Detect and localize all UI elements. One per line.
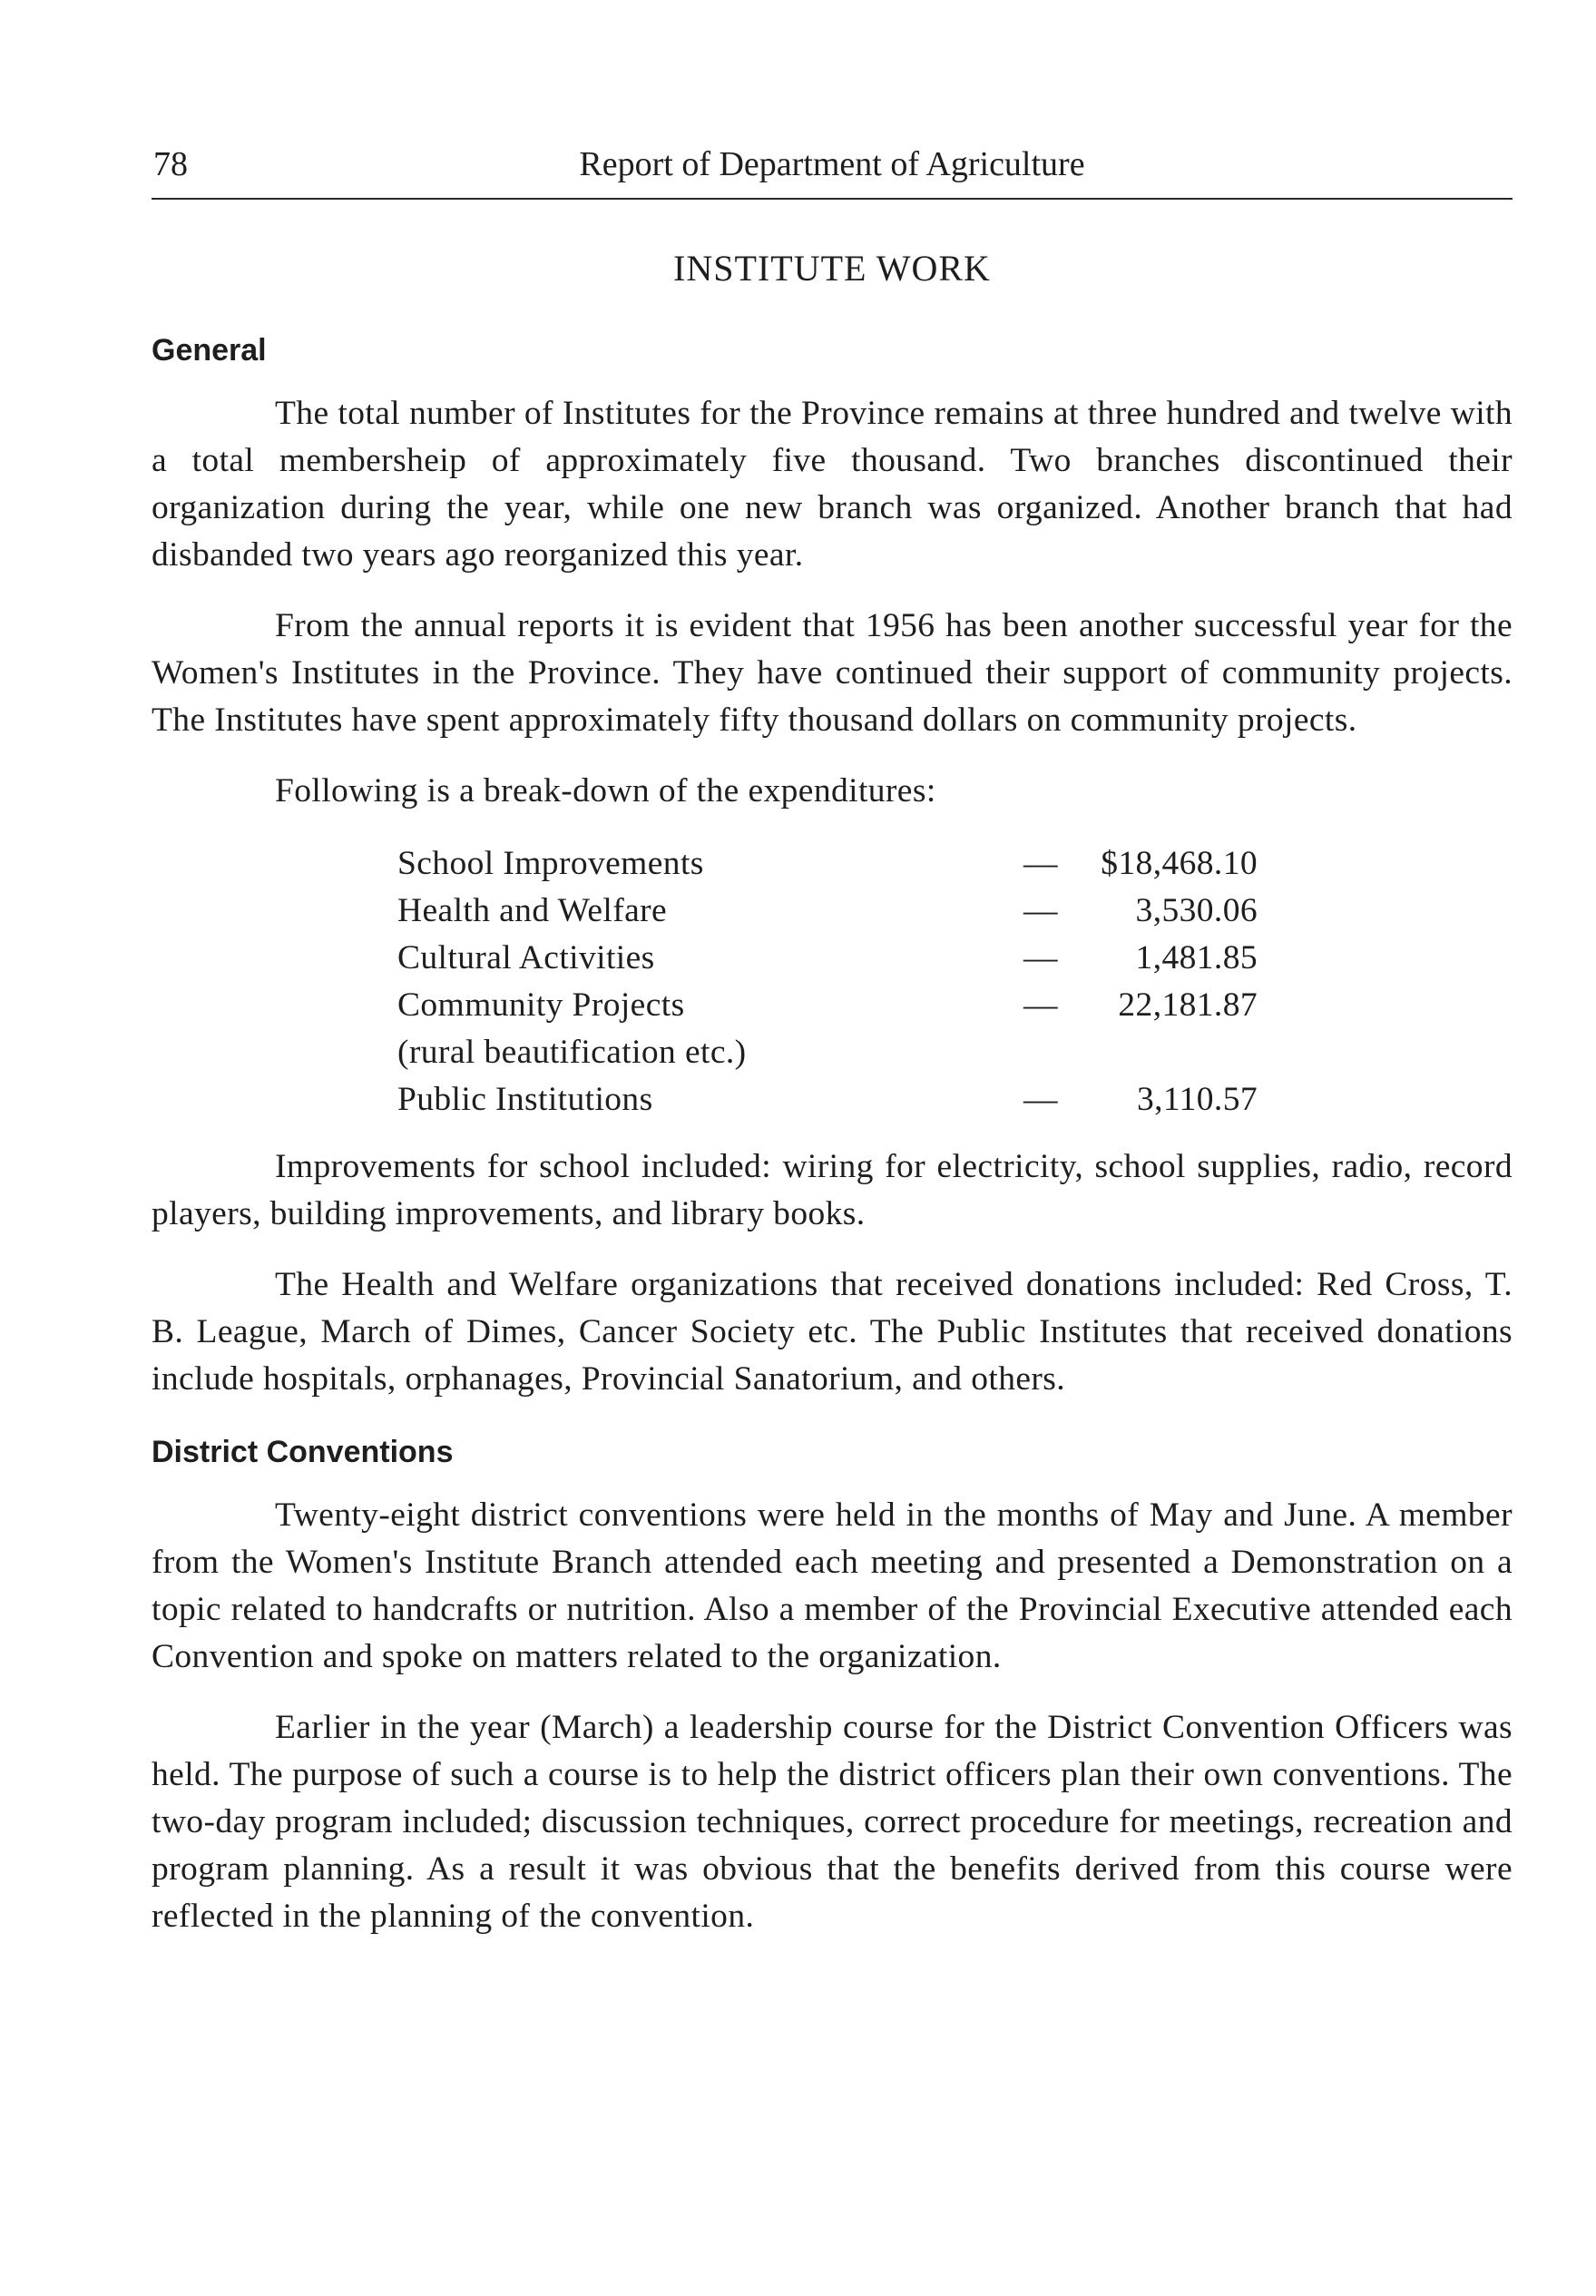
expenditure-amount: $18,468.10: [1101, 845, 1258, 882]
expenditure-dash: —: [1023, 1081, 1058, 1118]
expenditure-label: School Improvements: [397, 845, 704, 882]
expenditure-row: [397, 1076, 1305, 1123]
expenditure-table: [397, 840, 1305, 1123]
expenditure-amount: 1,481.85: [1135, 939, 1258, 976]
expenditure-row: [397, 982, 1305, 1029]
expenditure-label: Health and Welfare: [397, 892, 668, 929]
paragraph: The total number of Institutes for the Province remains at three hundred and twelve with a total membersheip of approximately five thousand. Two branches discontinued their organization during the year, while one new branch was organized. Another branch that had disbanded two years ago reorganized this year.: [152, 395, 1513, 574]
section-title: INSTITUTE WORK: [673, 248, 991, 289]
expenditure-label: Community Projects: [397, 986, 685, 1024]
paragraph: The Health and Welfare organizations that received donations included: Red Cross, T. B. League, March of Dimes, Cancer Society etc. The Public Institutes that received donations include hospitals, orphanages, Provincial Sanatorium, and others.: [152, 1266, 1513, 1398]
paragraph: Improvements for school included: wiring for electricity, school supplies, radio, record players, building improvements, and library books.: [152, 1148, 1513, 1232]
expenditure-label: Public Institutions: [397, 1081, 653, 1118]
expenditure-row: [397, 935, 1305, 982]
running-title: Report of Department of Agriculture: [579, 145, 1085, 183]
expenditure-amount: 22,181.87: [1118, 986, 1258, 1024]
running-header: [152, 136, 1513, 192]
expenditure-row: [397, 840, 1305, 888]
subheading-district-conventions: District Conventions: [152, 1435, 454, 1469]
paragraph: Earlier in the year (March) a leadership course for the District Convention Officers was held. The purpose of such a course is to help the district officers plan their own conventions. The two-day program included; discussion techniques, correct procedure for meetings, recreation and program planning. As a result it was obvious that the benefits derived from this course were reflected in the planning of the convention.: [152, 1709, 1513, 1935]
expenditure-amount: 3,110.57: [1136, 1081, 1258, 1118]
paragraph: Following is a break-down of the expenditures:: [275, 772, 936, 809]
paragraph: Twenty-eight district conventions were held in the months of May and June. A member from the Women's Institute Branch attended each meeting and presented a Demonstration on a topic related to handcrafts or nutrition. Also a member of the Provincial Executive attended each Convention and spoke on matters related to the organization.: [152, 1496, 1513, 1675]
expenditure-dash: —: [1023, 986, 1058, 1024]
expenditure-label: Cultural Activities: [397, 939, 655, 976]
paragraph: From the annual reports it is evident that 1956 has been another successful year for the Women's Institutes in the Province. They have continued their support of community projects. The Institutes have spent approximately fifty thousand dollars on community projects.: [152, 607, 1513, 739]
page-number: 78: [153, 145, 188, 183]
expenditure-note: (rural beautification etc.): [397, 1034, 747, 1071]
expenditure-dash: —: [1023, 892, 1058, 929]
expenditure-row: [397, 888, 1305, 935]
expenditure-dash: —: [1023, 845, 1058, 882]
expenditure-amount: 3,530.06: [1135, 892, 1258, 929]
document-page: [152, 136, 1513, 1940]
subheading-general: General: [152, 333, 267, 368]
expenditure-dash: —: [1023, 939, 1058, 976]
header-rule: [152, 198, 1513, 200]
